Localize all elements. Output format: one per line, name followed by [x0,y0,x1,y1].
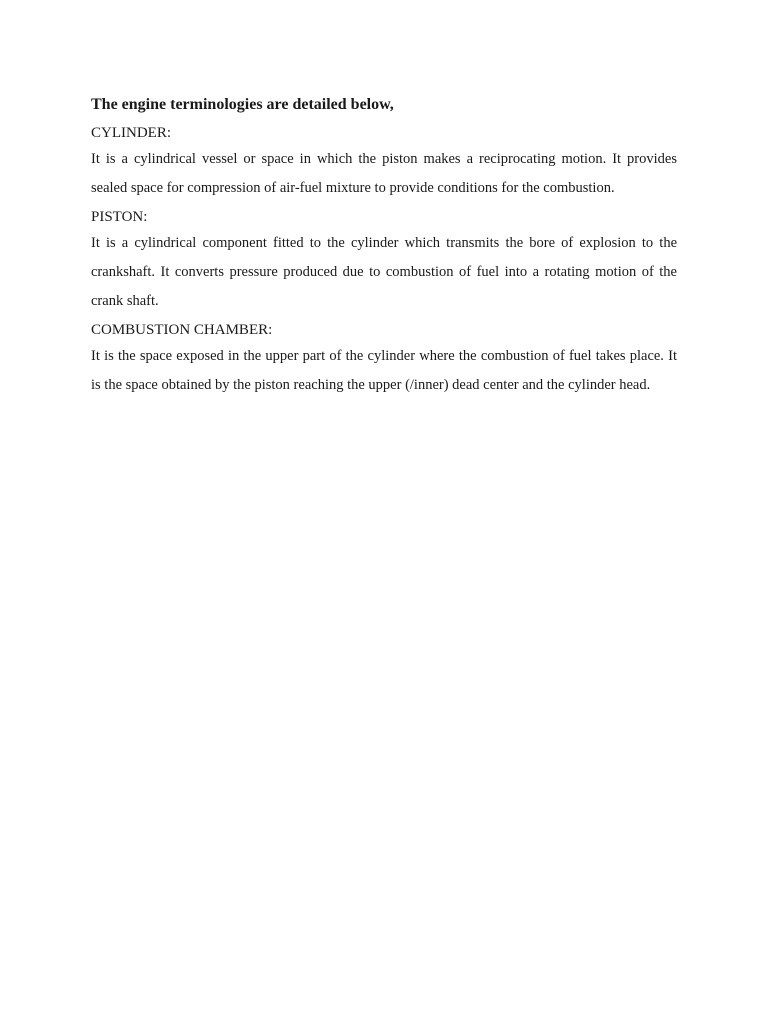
document-page [91,92,677,402]
section-body: It is the space exposed in the upper part of the cylinder where the combustion of fuel takes place. It is the space obtained by the piston reaching the upper (/inner) dead center and the cylinder head. [91,348,677,393]
section-cylinder [91,121,677,203]
section-combustion-chamber [91,318,677,400]
section-piston [91,205,677,316]
section-heading: PISTON: [91,209,148,225]
section-heading: COMBUSTION CHAMBER: [91,322,273,338]
document-title: The engine terminologies are detailed below, [91,96,394,113]
section-heading: CYLINDER: [91,125,171,141]
section-body: It is a cylindrical vessel or space in which the piston makes a reciprocating motion. It provides sealed space for compression of air-fuel mixture to provide conditions for the combustion. [91,151,677,196]
section-body: It is a cylindrical component fitted to the cylinder which transmits the bore of explosion to the crankshaft. It converts pressure produced due to combustion of fuel into a rotating motion of the crank shaft. [91,235,677,309]
